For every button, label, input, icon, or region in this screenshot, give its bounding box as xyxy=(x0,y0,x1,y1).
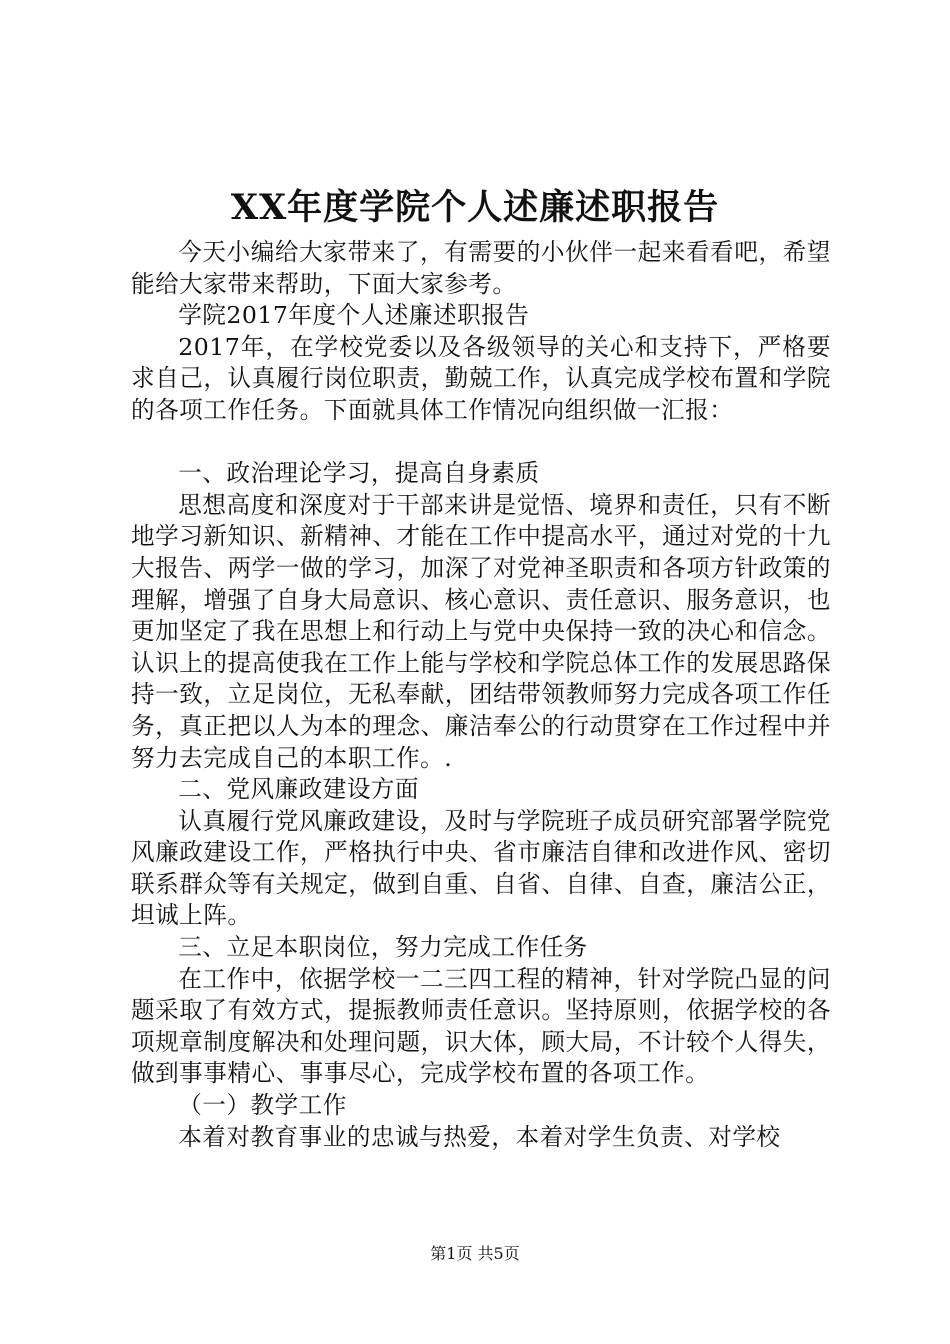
subsection-heading-1: （一）教学工作 xyxy=(178,1091,347,1120)
intro-paragraph: 今天小编给大家带来了，有需要的小伙伴一起来看看吧，希望能给大家带来帮助，下面大家参考。 xyxy=(131,238,831,298)
subsection-paragraph-1: 本着对教育事业的忠诚与热爱，本着对学生负责、对学校 xyxy=(178,1122,781,1151)
blank-line xyxy=(131,427,831,459)
section-paragraph-1: 思想高度和深度对于干部来讲是觉悟、境界和责任，只有不断地学习新知识、新精神、才能在工作中提高水平，通过对党的十九大报告、两学一做的学习，加深了对党神圣职责和各项方针政策的理解，增强了自身大局意识、核心意识、责任意识、服务意识，也更加坚定了我在思想上和行动上与党中央保持一致的决心和信念。认识上的提高使我在工作上能与学校和学院总体工作的发展思路保持一致，立足岗位，无私奉献，团结带领教师努力完成各项工作任务，真正把以人为本的理念、廉洁奉公的行动贯穿在工作过程中并努力去完成自己的本职工作。. xyxy=(131,490,831,772)
section-heading-1: 一、政治理论学习，提高自身素质 xyxy=(178,459,540,488)
page-number: 第1页 共5页 xyxy=(430,1244,520,1263)
section-heading-2: 二、党风廉政建设方面 xyxy=(178,775,420,804)
document-body xyxy=(131,237,831,1153)
section-paragraph-2: 认真履行党风廉政建设，及时与学院班子成员研究部署学院党风廉政建设工作，严格执行中央、省市廉洁自律和改进作风、密切联系群众等有关规定，做到自重、自省、自律、自查，廉洁公正，坦诚上阵。 xyxy=(131,806,831,930)
document-title: XX年度学院个人述廉述职报告 xyxy=(230,187,720,228)
section-paragraph-3: 在工作中，依据学校一二三四工程的精神，针对学院凸显的问题采取了有效方式，提振教师责任意识。坚持原则，依据学校的各项规章制度解决和处理问题，识大体，顾大局，不计较个人得失，做到事事精心、事事尽心，完成学校布置的各项工作。 xyxy=(131,964,831,1088)
report-subtitle: 学院2017年度个人述廉述职报告 xyxy=(178,301,530,330)
opening-paragraph: 2017年，在学校党委以及各级领导的关心和支持下，严格要求自己，认真履行岗位职责，勤兢工作，认真完成学校布置和学院的各项工作任务。下面就具体工作情况向组织做一汇报： xyxy=(131,332,831,424)
section-heading-3: 三、立足本职岗位，努力完成工作任务 xyxy=(178,933,588,962)
